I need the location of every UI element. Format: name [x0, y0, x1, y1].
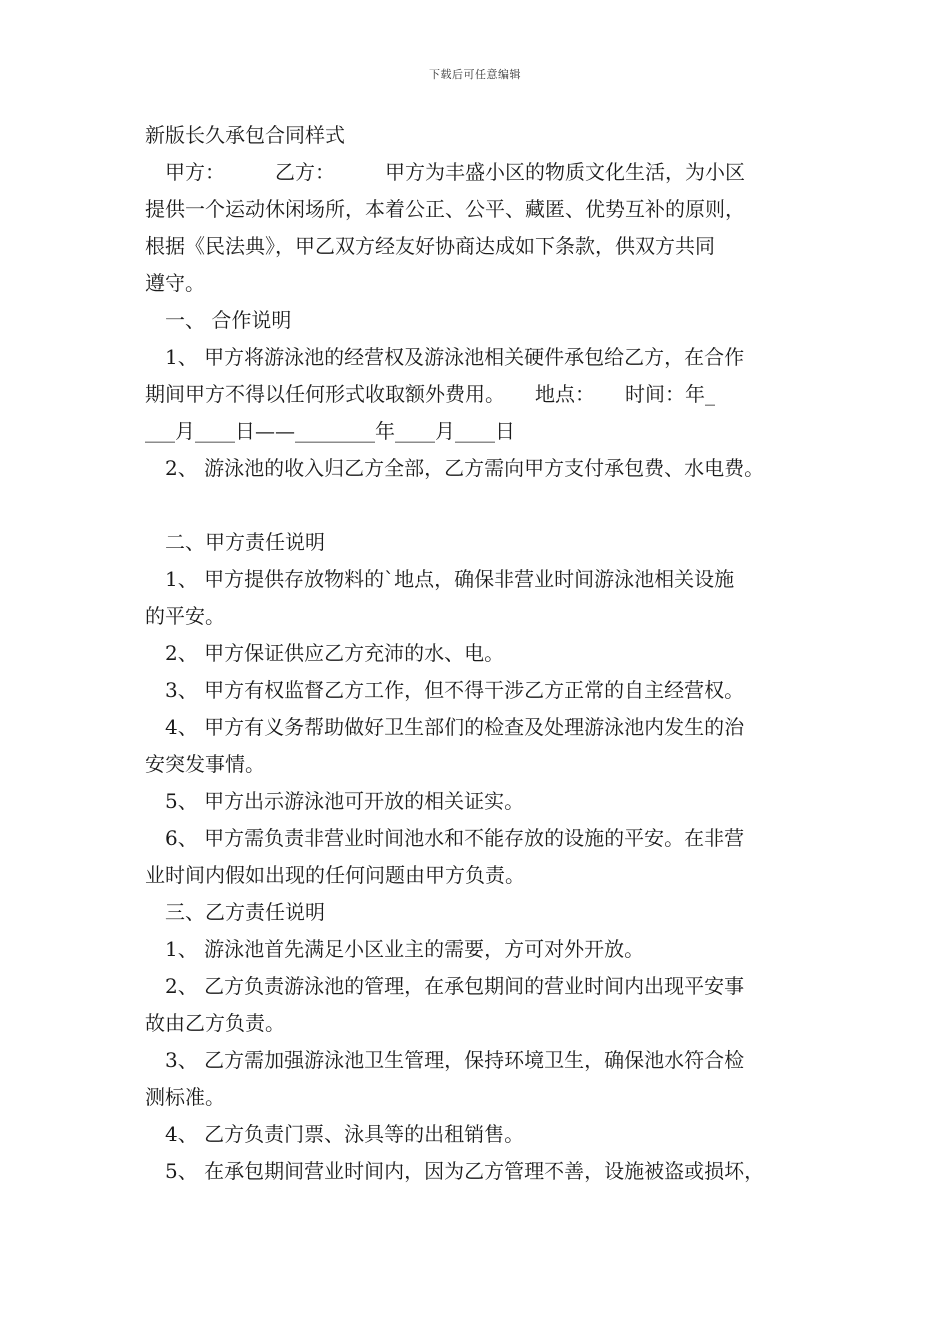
- section-heading: 三、乙方责任说明: [145, 900, 325, 924]
- paragraph-line: 甲方： 乙方： 甲方为丰盛小区的物质文化生活，为小区: [145, 160, 745, 184]
- section-heading: 二、甲方责任说明: [145, 530, 325, 554]
- paragraph-line: 4、 甲方有义务帮助做好卫生部们的检查及处理游泳池内发生的治: [145, 715, 745, 739]
- paragraph-line: 2、 乙方负责游泳池的管理，在承包期间的营业时间内出现平安事: [145, 974, 745, 998]
- paragraph-line: 2、 甲方保证供应乙方充沛的水、电。: [145, 641, 505, 665]
- paragraph-line: 1、 甲方提供存放物料的`地点，确保非营业时间游泳池相关设施: [145, 567, 735, 591]
- paragraph-line: 安突发事情。: [145, 752, 265, 776]
- blank-line: [145, 487, 830, 524]
- paragraph-line: 遵守。: [145, 271, 205, 295]
- document-title: 新版长久承包合同样式: [145, 123, 345, 147]
- paragraph-line: 1、 甲方将游泳池的经营权及游泳池相关硬件承包给乙方，在合作: [145, 345, 745, 369]
- header-note: 下载后可任意编辑: [429, 68, 521, 81]
- paragraph-line: 测标准。: [145, 1085, 225, 1109]
- paragraph-line: 5、 在承包期间营业时间内，因为乙方管理不善，设施被盗或损坏，: [145, 1159, 765, 1183]
- paragraph-line: 提供一个运动休闲场所，本着公正、公平、藏匿、优势互补的原则，: [145, 197, 745, 221]
- paragraph-line: 根据《民法典》，甲乙双方经友好协商达成如下条款，供双方共同: [145, 234, 715, 258]
- paragraph-line: 5、 甲方出示游泳池可开放的相关证实。: [145, 789, 525, 813]
- paragraph-line: 业时间内假如出现的任何问题由甲方负责。: [145, 863, 525, 887]
- paragraph-line: 故由乙方负责。: [145, 1011, 285, 1035]
- paragraph-line: 3、 乙方需加强游泳池卫生管理，保持环境卫生，确保池水符合检: [145, 1048, 745, 1072]
- paragraph-line: 期间甲方不得以任何形式收取额外费用。 地点： 时间：年_: [145, 382, 715, 406]
- paragraph-line: 2、 游泳池的收入归乙方全部，乙方需向甲方支付承包费、水电费。: [145, 456, 765, 480]
- paragraph-line: 3、 甲方有权监督乙方工作，但不得干涉乙方正常的自主经营权。: [145, 678, 745, 702]
- paragraph-line: 的平安。: [145, 604, 225, 628]
- paragraph-line: 6、 甲方需负责非营业时间池水和不能存放的设施的平安。在非营: [145, 826, 745, 850]
- contract-body: [145, 117, 830, 1190]
- section-heading: 一、 合作说明: [145, 308, 292, 332]
- paragraph-line: 1、 游泳池首先满足小区业主的需要，方可对外开放。: [145, 937, 645, 961]
- paragraph-line: 4、 乙方负责门票、泳具等的出租销售。: [145, 1122, 525, 1146]
- paragraph-line: ___月____日——________年____月____日: [145, 419, 515, 443]
